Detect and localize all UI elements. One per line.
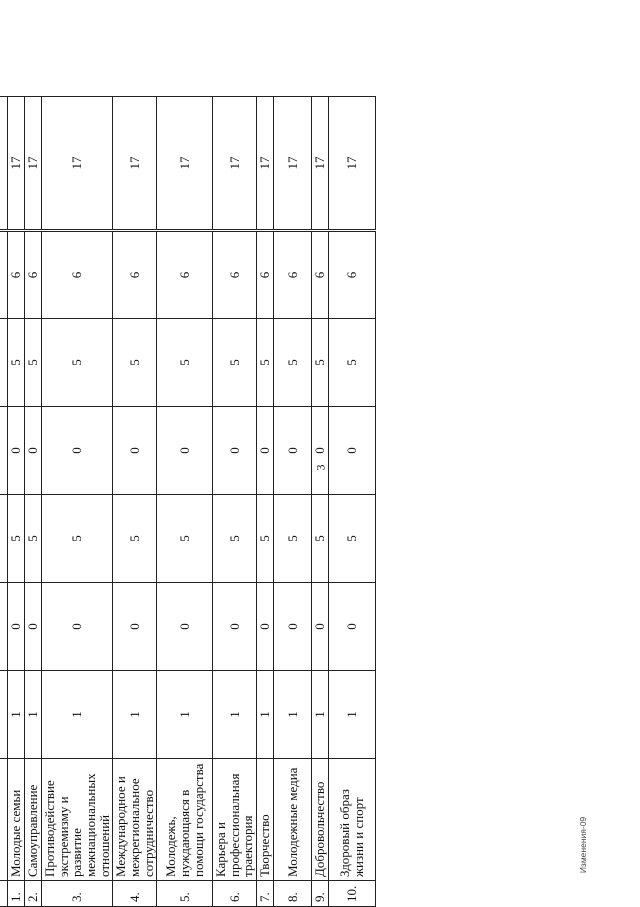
grants-table bbox=[0, 96, 376, 907]
grants-250: 5 bbox=[274, 495, 312, 583]
grants-250: 5 bbox=[329, 495, 376, 583]
grants-250: 5 bbox=[257, 495, 274, 583]
grants-200: 0 bbox=[113, 407, 157, 495]
nomination-name: Молодые семьи bbox=[8, 759, 25, 881]
grants-150: 5 bbox=[42, 319, 113, 407]
grants-300: 0 bbox=[113, 583, 157, 671]
total-recipients: 17 bbox=[113, 97, 157, 231]
grants-table-container bbox=[0, 107, 367, 907]
total-recipients: 17 bbox=[213, 97, 257, 231]
total-recipients: 17 bbox=[42, 97, 113, 231]
row-number: 8. bbox=[274, 881, 312, 907]
table-row bbox=[312, 97, 329, 907]
header-grants-250 bbox=[0, 495, 8, 583]
row-number: 1. bbox=[8, 881, 25, 907]
header-grants-150 bbox=[0, 319, 8, 407]
grants-150: 5 bbox=[8, 319, 25, 407]
total-recipients: 17 bbox=[25, 97, 42, 231]
grants-500: 1 bbox=[8, 671, 25, 759]
grants-100: 6 bbox=[8, 231, 25, 319]
header-nomination bbox=[0, 759, 8, 881]
nomination-name: Молодежь, нуждающаяся в помощи государства bbox=[157, 759, 213, 881]
table-row bbox=[274, 97, 312, 907]
row-number: 2. bbox=[25, 881, 42, 907]
grants-200: 0 bbox=[274, 407, 312, 495]
row-number: 10. bbox=[329, 881, 376, 907]
grants-100: 6 bbox=[329, 231, 376, 319]
grants-150: 5 bbox=[113, 319, 157, 407]
grants-300: 0 bbox=[8, 583, 25, 671]
total-recipients: 17 bbox=[329, 97, 376, 231]
grants-150: 5 bbox=[213, 319, 257, 407]
grants-200: 0 bbox=[157, 407, 213, 495]
grants-300: 0 bbox=[213, 583, 257, 671]
grants-300: 0 bbox=[274, 583, 312, 671]
total-recipients: 17 bbox=[8, 97, 25, 231]
grants-100: 6 bbox=[157, 231, 213, 319]
grants-200: 0 bbox=[312, 407, 329, 495]
row-number: 3. bbox=[42, 881, 113, 907]
grants-500: 1 bbox=[42, 671, 113, 759]
row-number: 7. bbox=[257, 881, 274, 907]
grants-500: 1 bbox=[113, 671, 157, 759]
grants-150: 5 bbox=[25, 319, 42, 407]
header-total bbox=[0, 97, 8, 231]
page-number: 3 bbox=[313, 464, 328, 471]
nomination-name: Добровольчество bbox=[312, 759, 329, 881]
table-row bbox=[157, 97, 213, 907]
grants-250: 5 bbox=[8, 495, 25, 583]
grants-300: 0 bbox=[42, 583, 113, 671]
row-number: 5. bbox=[157, 881, 213, 907]
total-recipients: 17 bbox=[257, 97, 274, 231]
grants-500: 1 bbox=[312, 671, 329, 759]
grants-250: 5 bbox=[113, 495, 157, 583]
nomination-name: Противодействие экстремизму и развитие межнациональных отношений bbox=[42, 759, 113, 881]
grants-250: 5 bbox=[42, 495, 113, 583]
grants-100: 6 bbox=[213, 231, 257, 319]
table-row bbox=[25, 97, 42, 907]
header-grants-500 bbox=[0, 671, 8, 759]
grants-250: 5 bbox=[157, 495, 213, 583]
header-num bbox=[0, 881, 8, 907]
grants-200: 0 bbox=[42, 407, 113, 495]
grants-300: 0 bbox=[312, 583, 329, 671]
grants-150: 5 bbox=[157, 319, 213, 407]
table-row bbox=[42, 97, 113, 907]
grants-300: 0 bbox=[257, 583, 274, 671]
grants-150: 5 bbox=[257, 319, 274, 407]
grants-100: 6 bbox=[25, 231, 42, 319]
row-number: 6. bbox=[213, 881, 257, 907]
row-number: 9. bbox=[312, 881, 329, 907]
total-recipients: 17 bbox=[157, 97, 213, 231]
nomination-name: Творчество bbox=[257, 759, 274, 881]
grants-100: 6 bbox=[113, 231, 157, 319]
nomination-name: Карьера и профессиональная траектория bbox=[213, 759, 257, 881]
table-row bbox=[113, 97, 157, 907]
header-row bbox=[0, 97, 8, 907]
grants-500: 1 bbox=[157, 671, 213, 759]
header-grants-100 bbox=[0, 231, 8, 319]
row-number: 4. bbox=[113, 881, 157, 907]
grants-300: 0 bbox=[329, 583, 376, 671]
grants-150: 5 bbox=[329, 319, 376, 407]
grants-200: 0 bbox=[329, 407, 376, 495]
grants-300: 0 bbox=[157, 583, 213, 671]
nomination-name: Здоровый образ жизни и спорт bbox=[329, 759, 376, 881]
grants-250: 5 bbox=[312, 495, 329, 583]
header-grants-300 bbox=[0, 583, 8, 671]
grants-100: 6 bbox=[42, 231, 113, 319]
grants-500: 1 bbox=[274, 671, 312, 759]
table-row bbox=[8, 97, 25, 907]
grants-200: 0 bbox=[257, 407, 274, 495]
footer-note: Изменения-09 bbox=[578, 816, 588, 874]
grants-250: 5 bbox=[25, 495, 42, 583]
total-recipients: 17 bbox=[312, 97, 329, 231]
grants-500: 1 bbox=[257, 671, 274, 759]
grants-100: 6 bbox=[312, 231, 329, 319]
grants-200: 0 bbox=[8, 407, 25, 495]
grants-150: 5 bbox=[312, 319, 329, 407]
grants-250: 5 bbox=[213, 495, 257, 583]
grants-150: 5 bbox=[274, 319, 312, 407]
grants-500: 1 bbox=[25, 671, 42, 759]
nomination-name: Международное и межрегиональное сотрудничество bbox=[113, 759, 157, 881]
grants-200: 0 bbox=[213, 407, 257, 495]
nomination-name: Молодежные медиа bbox=[274, 759, 312, 881]
grants-200: 0 bbox=[25, 407, 42, 495]
grants-500: 1 bbox=[329, 671, 376, 759]
table-row bbox=[257, 97, 274, 907]
table-row bbox=[213, 97, 257, 907]
nomination-name: Самоуправление bbox=[25, 759, 42, 881]
table-row bbox=[329, 97, 376, 907]
grants-100: 6 bbox=[257, 231, 274, 319]
grants-100: 6 bbox=[274, 231, 312, 319]
grants-300: 0 bbox=[25, 583, 42, 671]
grants-500: 1 bbox=[213, 671, 257, 759]
header-grants-200 bbox=[0, 407, 8, 495]
total-recipients: 17 bbox=[274, 97, 312, 231]
